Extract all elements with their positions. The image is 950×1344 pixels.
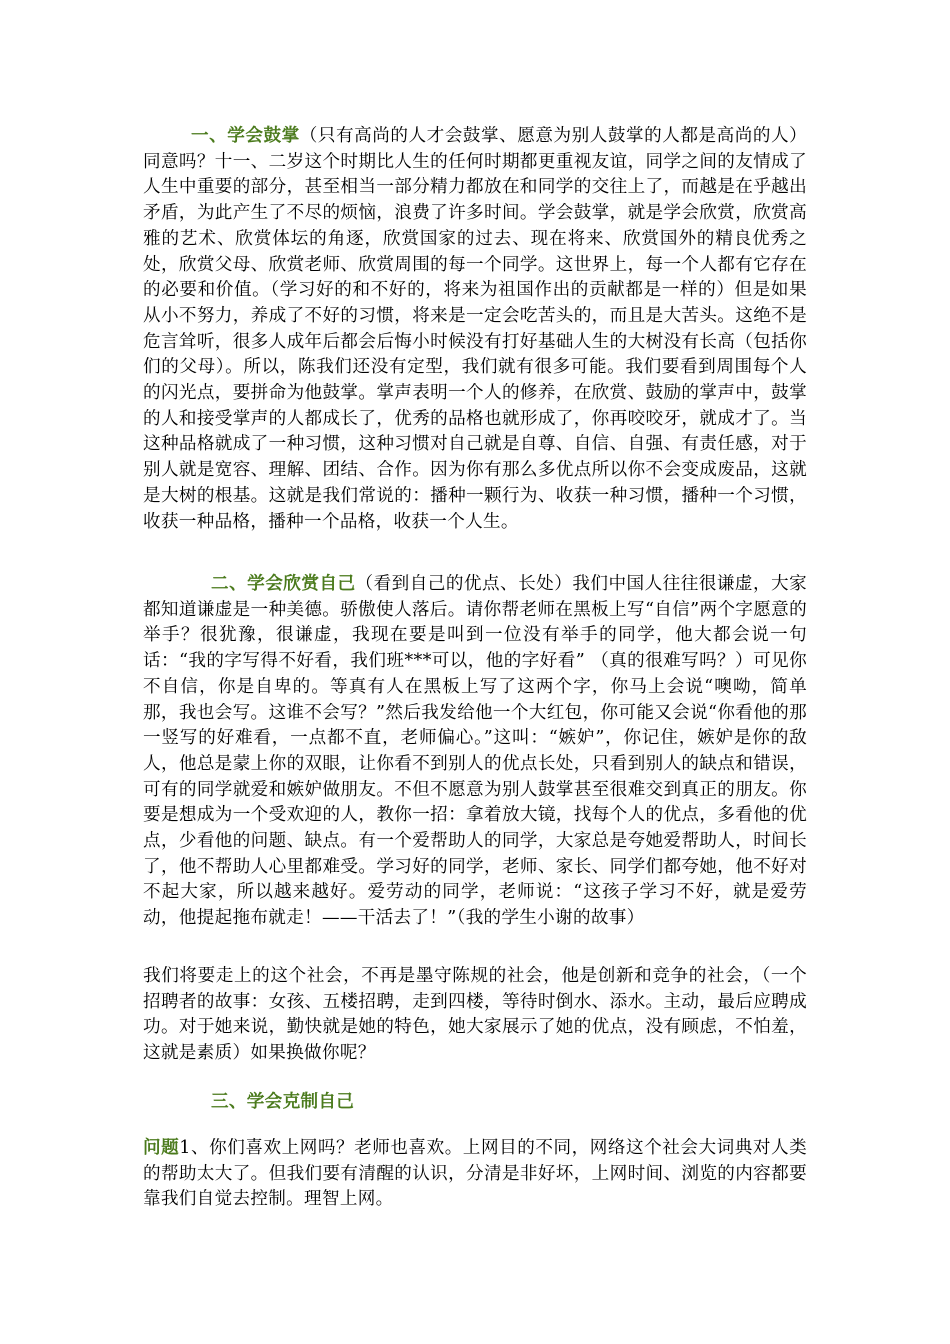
section-self-control	[143, 1090, 807, 1116]
section-heading: 二、学会欣赏自己	[211, 574, 356, 594]
question-label: 问题	[143, 1138, 180, 1158]
section-heading: 一、学会鼓掌	[191, 126, 300, 146]
society-paragraph: 我们将要走上的这个社会，不再是墨守陈规的社会，他是创新和竞争的社会，（一个招聘者的故事：女孩、五楼招聘，走到四楼，等待时倒水、添水。主动，最后应聘成功。对于她来说，勤快就是她的特色，她大家展示了她的优点，没有顾虑，不怕羞，这就是素质）如果换做你呢？	[143, 966, 807, 1064]
section-heading: 三、学会克制自己	[211, 1092, 355, 1112]
section-appreciate-yourself	[143, 572, 807, 932]
section-body: （看到自己的优点、长处）我们中国人往往很谦虚，大家都知道谦虚是一种美德。骄傲使人落后。请你帮老师在黑板上写“自信”两个字愿意的举手？很犹豫，很谦虚，我现在要是叫到一位没有举手的同学，他大都会说一句话：“我的字写得不好看，我们班***可以，他的字好看” （真的很难写吗？）可见你不自信，你是自卑的。等真有人在黑板上写了这两个字，你马上会说“噢呦，简单那，我也会写。这谁不会写？”然后我发给他一个大红包，你可能又会说“你看他的那一竖写的好难看，一点都不直，老师偏心。”这叫：“嫉妒”，你记住，嫉妒是你的敌人，他总是蒙上你的双眼，让你看不到别人的优点长处，只看到别人的缺点和错误，可有的同学就爱和嫉妒做朋友。不但不愿意为别人鼓掌甚至很难交到真正的朋友。你要是想成为一个受欢迎的人，教你一招：拿着放大镜，找每个人的优点，多看他的优点，少看他的问题、缺点。有一个爱帮助人的同学，大家总是夸她爱帮助人，时间长了，他不帮助人心里都难受。学习好的同学，老师、家长、同学们都夸她，他不好对不起大家，所以越来越好。爱劳动的同学，老师说：“这孩子学习不好，就是爱劳动，他提起拖布就走！——干活去了！”（我的学生小谢的故事）	[143, 574, 807, 929]
question-paragraph	[143, 1136, 807, 1213]
section-learn-to-applaud	[143, 124, 807, 535]
question-body: 1、你们喜欢上网吗？老师也喜欢。上网目的不同，网络这个社会大词典对人类的帮助太大了。但我们要有清醒的认识，分清是非好坏，上网时间、浏览的内容都要靠我们自觉去控制。理智上网。	[143, 1138, 807, 1210]
section-body: （只有高尚的人才会鼓掌、愿意为别人鼓掌的人都是高尚的人）同意吗？十一、二岁这个时期比人生的任何时期都更重视友谊，同学之间的友情成了人生中重要的部分，甚至相当一部分精力都放在和同学的交往上了，而越是在乎越出矛盾，为此产生了不尽的烦恼，浪费了许多时间。学会鼓掌，就是学会欣赏，欣赏高雅的艺术、欣赏体坛的角逐，欣赏国家的过去、现在将来、欣赏国外的精良优秀之处，欣赏父母、欣赏老师、欣赏周围的每一个同学。这世界上，每一个人都有它存在的必要和价值。（学习好的和不好的，将来为祖国作出的贡献都是一样的）但是如果从小不努力，养成了不好的习惯，将来是一定会吃苦头的，而且是大苦头。这绝不是危言耸听，很多人成年后都会后悔小时候没有打好基础人生的大树没有长高（包括你们的父母）。所以，陈我们还没有定型，我们就有很多可能。我们要看到周围每个人的闪光点，要拼命为他鼓掌。掌声表明一个人的修养，在欣赏、鼓励的掌声中，鼓掌的人和接受掌声的人都成长了，优秀的品格也就形成了，你再咬咬牙，就成才了。当这种品格就成了一种习惯，这种习惯对自己就是自尊、自信、自强、有责任感，对于别人就是宽容、理解、团结、合作。因为你有那么多优点所以你不会变成废品，这就是大树的根基。这就是我们常说的：播种一颗行为、收获一种习惯，播种一个习惯，收获一种品格，播种一个品格，收获一个人生。	[143, 126, 807, 532]
